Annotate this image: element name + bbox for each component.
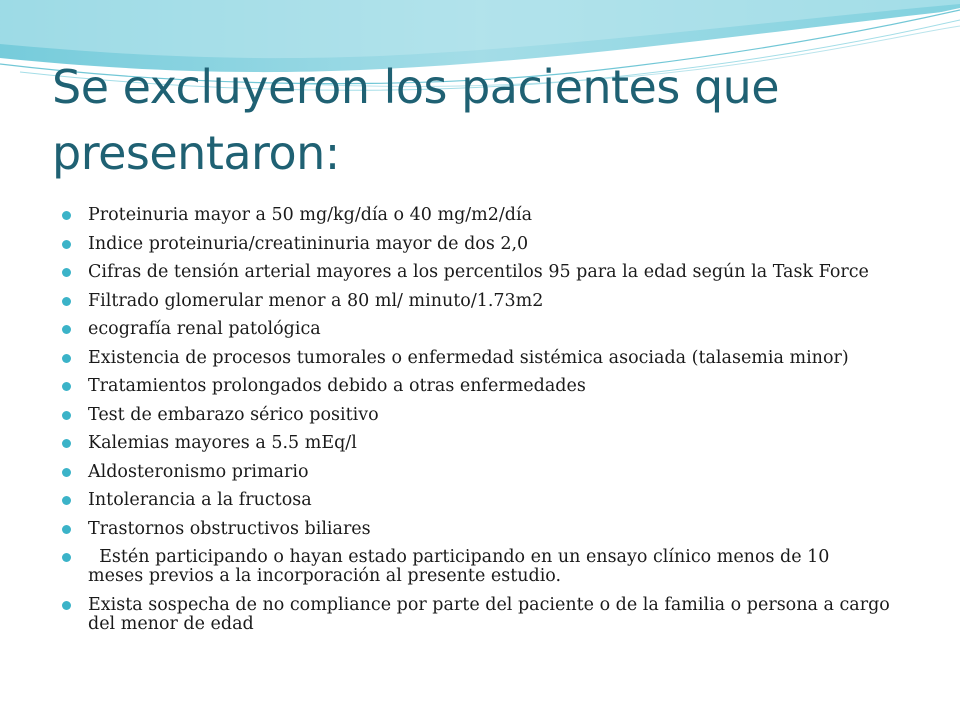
bullet-icon [62, 268, 71, 277]
bullet-list [60, 206, 890, 643]
list-item [60, 434, 890, 453]
list-item-text: Intolerancia a la fructosa [88, 490, 312, 510]
slide-title: Se excluyeron los pacientes que presentaron: [52, 60, 780, 180]
list-item-text: Exista sospecha de no compliance por parte del paciente o de la familia o persona a cargo del menor de edad [88, 594, 890, 634]
bullet-icon [62, 411, 71, 420]
list-item [60, 292, 890, 311]
list-item [60, 596, 890, 634]
list-item-text: ecografía renal patológica [88, 319, 321, 339]
list-item [60, 206, 890, 225]
bullet-icon [62, 240, 71, 249]
bullet-icon [62, 553, 71, 562]
bullet-icon [62, 297, 71, 306]
list-item [60, 548, 890, 586]
list-item-text: Existencia de procesos tumorales o enfermedad sistémica asociada (talasemia minor) [88, 347, 849, 368]
bullet-icon [62, 601, 71, 610]
bullet-icon [62, 382, 71, 391]
list-item [60, 520, 890, 539]
bullet-icon [62, 496, 71, 505]
list-item-text: Cifras de tensión arterial mayores a los percentilos 95 para la edad según la Task Force [88, 262, 869, 282]
bullet-icon [62, 468, 71, 477]
list-item-text: Proteinuria mayor a 50 mg/kg/día o 40 mg/m2/día [88, 205, 533, 225]
list-item-text: Filtrado glomerular menor a 80 ml/ minuto/1.73m2 [88, 290, 544, 311]
list-item-text: Aldosteronismo primario [88, 461, 309, 482]
list-item-text: Estén participando o hayan estado participando en un ensayo clínico menos de 10 meses previos a la incorporación al presente estudio. [88, 547, 836, 586]
list-item [60, 406, 890, 425]
list-item [60, 320, 890, 339]
list-item-text: Trastornos obstructivos biliares [88, 518, 371, 539]
list-item [60, 491, 890, 510]
list-item [60, 463, 890, 482]
list-item [60, 235, 890, 254]
bullet-icon [62, 354, 71, 363]
list-item [60, 263, 890, 282]
list-item-text: Test de embarazo sérico positivo [88, 404, 379, 425]
list-item-text: Indice proteinuria/creatininuria mayor de dos 2,0 [88, 233, 529, 254]
bullet-icon [62, 325, 71, 334]
bullet-icon [62, 525, 71, 534]
list-item [60, 349, 890, 368]
bullet-icon [62, 439, 71, 448]
list-item [60, 377, 890, 396]
bullet-icon [62, 211, 71, 220]
list-item-text: Kalemias mayores a 5.5 mEq/l [88, 433, 357, 453]
list-item-text: Tratamientos prolongados debido a otras enfermedades [88, 376, 586, 396]
